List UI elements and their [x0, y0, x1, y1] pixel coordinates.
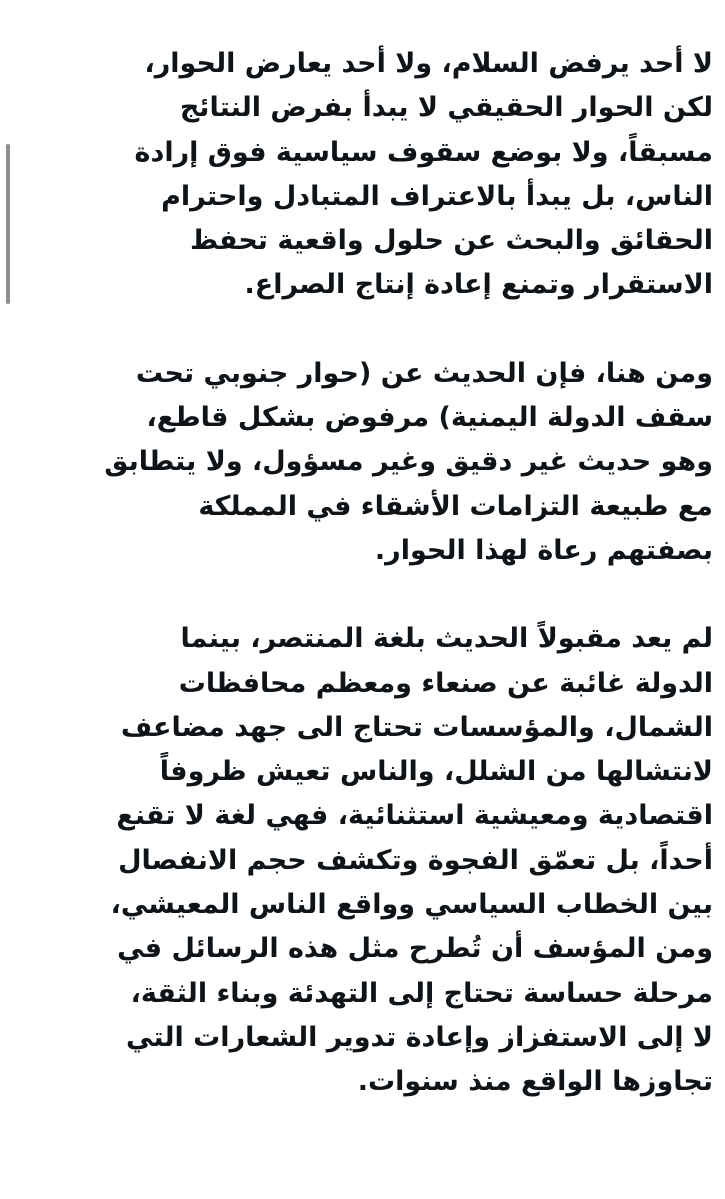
text-line: وهو حديث غير دقيق وغير مسؤول، ولا يتطابق — [104, 446, 713, 478]
text-line: لا أحد يرفض السلام، ولا أحد يعارض الحوار، — [144, 48, 713, 79]
text-line: اقتصادية ومعيشية استثنائية، فهي لغة لا تقنع — [116, 800, 713, 832]
post-text — [52, 42, 713, 1105]
text-line: الاستقرار وتمنع إعادة إنتاج الصراع. — [244, 269, 713, 301]
text-line: ومن المؤسف أن تُطرح مثل هذه الرسائل في — [117, 933, 713, 965]
text-line: مسبقاً، ولا بوضع سقوف سياسية فوق إرادة — [134, 136, 713, 168]
paragraph-2 — [52, 352, 713, 573]
text-line: لكن الحوار الحقيقي لا يبدأ بفرض النتائج — [179, 92, 713, 124]
text-line: تجاوزها الواقع منذ سنوات. — [357, 1066, 713, 1098]
text-line: سقف الدولة اليمنية) مرفوض بشكل قاطع، — [146, 402, 713, 434]
text-line: ومن هنا، فإن الحديث عن (حوار جنوبي تحت — [135, 357, 713, 389]
text-line: الحقائق والبحث عن حلول واقعية تحفظ — [189, 225, 713, 257]
text-line: الدولة غائبة عن صنعاء ومعظم محافظات — [178, 667, 713, 699]
text-line: لا إلى الاستفزاز وإعادة تدوير الشعارات التي — [126, 1021, 713, 1053]
text-line: الشمال، والمؤسسات تحتاج الى جهد مضاعف — [120, 711, 713, 743]
paragraph-1 — [52, 42, 713, 308]
text-line: لم يعد مقبولاً الحديث بلغة المنتصر، بينما — [180, 623, 713, 655]
scrollbar[interactable] — [6, 144, 10, 304]
paragraph-spacer — [52, 308, 713, 352]
paragraph-spacer — [52, 573, 713, 617]
text-line: بين الخطاب السياسي وواقع الناس المعيشي، — [110, 889, 713, 921]
paragraph-3 — [52, 617, 713, 1104]
text-line: مع طبيعة التزامات الأشقاء في المملكة — [198, 490, 713, 522]
text-line: لانتشالها من الشلل، والناس تعيش ظروفاً — [159, 756, 713, 788]
text-line: بصفتهم رعاة لهذا الحوار. — [374, 534, 713, 566]
text-line: الناس، بل يبدأ بالاعتراف المتبادل واحترام — [161, 180, 713, 212]
text-line: مرحلة حساسة تحتاج إلى التهدئة وبناء الثقة، — [130, 977, 713, 1009]
text-line: أحداً، بل تعمّق الفجوة وتكشف حجم الانفصال — [118, 844, 713, 876]
